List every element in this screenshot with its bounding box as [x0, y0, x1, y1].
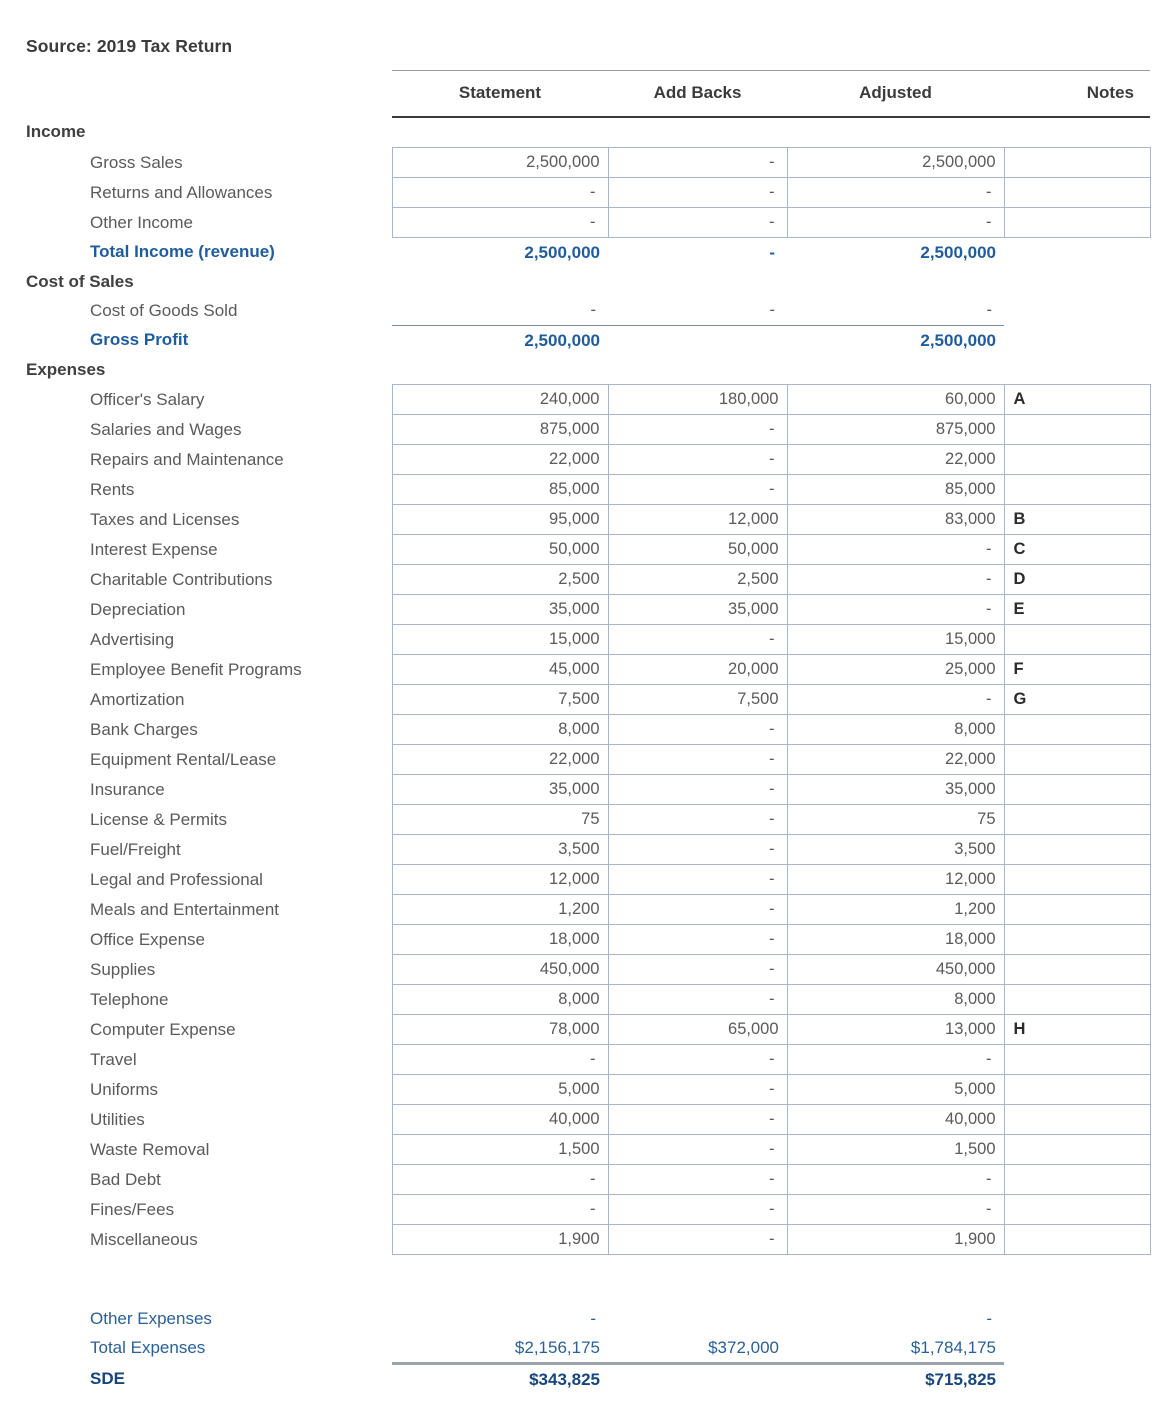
cell-statement: 75 [392, 805, 608, 835]
cell-statement: 8,000 [392, 715, 608, 745]
table-footer-body [0, 1255, 1150, 1395]
cell-add-backs: - [769, 242, 775, 262]
cell-adjusted: 13,000 [787, 1015, 1004, 1045]
table-row [0, 685, 1150, 715]
cell-notes [1004, 1075, 1150, 1105]
cell-adjusted: - [787, 178, 1004, 208]
cell-add-backs: 65,000 [608, 1015, 787, 1045]
cell-add-backs: 20,000 [608, 655, 787, 685]
cell-statement: 3,500 [392, 835, 608, 865]
cell-adjusted: 1,500 [787, 1135, 1004, 1165]
cell-statement: - [392, 1165, 608, 1195]
cell-notes: C [1004, 535, 1150, 565]
row-label: Interest Expense [90, 539, 218, 559]
cell-statement: 95,000 [392, 505, 608, 535]
row-label: Uniforms [90, 1079, 159, 1099]
row-label: Legal and Professional [90, 869, 263, 889]
section-label-expenses: Expenses [26, 359, 106, 379]
cell-add-backs: - [608, 865, 787, 895]
cell-notes: F [1004, 655, 1150, 685]
cell-add-backs: $372,000 [708, 1337, 779, 1357]
cell-notes [1004, 178, 1150, 208]
cell-statement: $343,825 [392, 1364, 608, 1395]
row-label: Other Income [90, 212, 193, 232]
row-label: Employee Benefit Programs [90, 659, 302, 679]
cell-notes [1004, 865, 1150, 895]
cost-of-goods-sold-row [0, 296, 1150, 326]
column-header-adjusted: Adjusted [787, 71, 1004, 118]
cell-add-backs: - [608, 1225, 787, 1255]
cell-adjusted: - [986, 1308, 992, 1328]
cell-statement: 2,500,000 [392, 148, 608, 178]
cell-adjusted: - [787, 595, 1004, 625]
cell-notes [1004, 148, 1150, 178]
cell-adjusted: $715,825 [787, 1364, 1004, 1395]
cell-add-backs: - [608, 925, 787, 955]
table-row [0, 178, 1150, 208]
row-label: Insurance [90, 779, 165, 799]
row-label: Total Income (revenue) [90, 242, 275, 262]
table-row [0, 715, 1150, 745]
row-label: Telephone [90, 989, 169, 1009]
table-row [0, 925, 1150, 955]
column-header-notes: Notes [1004, 71, 1150, 118]
cell-adjusted: 450,000 [787, 955, 1004, 985]
cell-adjusted: 83,000 [787, 505, 1004, 535]
cell-statement: 78,000 [392, 1015, 608, 1045]
cell-add-backs: 180,000 [608, 385, 787, 415]
column-header-label [0, 71, 392, 118]
row-label: Amortization [90, 689, 185, 709]
cell-adjusted: - [787, 1195, 1004, 1225]
table-row [0, 865, 1150, 895]
cell-adjusted: - [787, 535, 1004, 565]
cell-adjusted: - [787, 685, 1004, 715]
cell-add-backs: - [608, 985, 787, 1015]
cell-notes [1004, 985, 1150, 1015]
total-income-row [0, 238, 1150, 268]
table-row [0, 835, 1150, 865]
cell-add-backs: - [608, 1135, 787, 1165]
cell-adjusted: 2,500,000 [787, 326, 1004, 356]
row-label: Depreciation [90, 599, 186, 619]
row-label: SDE [90, 1368, 125, 1388]
table-row [0, 985, 1150, 1015]
row-label: Miscellaneous [90, 1229, 198, 1249]
cell-add-backs: - [608, 1195, 787, 1225]
table-row [0, 415, 1150, 445]
row-label: Total Expenses [90, 1338, 206, 1358]
cell-notes [1004, 208, 1150, 238]
row-label: Waste Removal [90, 1139, 210, 1159]
table-row [0, 505, 1150, 535]
cell-notes [1004, 625, 1150, 655]
cell-add-backs [608, 1304, 787, 1333]
cell-adjusted: 85,000 [787, 475, 1004, 505]
row-label: Returns and Allowances [90, 182, 273, 202]
cell-notes [1004, 805, 1150, 835]
cell-adjusted: 25,000 [787, 655, 1004, 685]
cell-add-backs: - [608, 955, 787, 985]
section-label-income: Income [26, 122, 86, 142]
row-label: Rents [90, 479, 135, 499]
cell-add-backs: - [608, 415, 787, 445]
row-label: Charitable Contributions [90, 569, 273, 589]
cell-notes [1004, 475, 1150, 505]
cell-add-backs: - [608, 625, 787, 655]
row-label: Supplies [90, 959, 156, 979]
cell-notes [1004, 1195, 1150, 1225]
cell-adjusted: 35,000 [787, 775, 1004, 805]
cell-add-backs: - [608, 835, 787, 865]
row-label: Bad Debt [90, 1169, 161, 1189]
cell-adjusted: - [787, 1165, 1004, 1195]
table-row [0, 625, 1150, 655]
cell-statement: 240,000 [392, 385, 608, 415]
cell-adjusted: $1,784,175 [910, 1337, 996, 1357]
cell-notes [1004, 1105, 1150, 1135]
cell-statement: 875,000 [392, 415, 608, 445]
cell-statement: - [392, 1195, 608, 1225]
table-row [0, 745, 1150, 775]
row-label: Travel [90, 1049, 137, 1069]
section-header-cost-of-sales [0, 267, 1150, 296]
cell-adjusted: 22,000 [787, 745, 1004, 775]
cell-adjusted: 2,500,000 [787, 148, 1004, 178]
cell-notes: G [1004, 685, 1150, 715]
cell-add-backs [608, 326, 787, 356]
cell-notes [1004, 835, 1150, 865]
cell-adjusted: 1,200 [787, 895, 1004, 925]
cell-statement: 35,000 [392, 775, 608, 805]
cell-adjusted: 8,000 [787, 715, 1004, 745]
cell-statement: - [392, 178, 608, 208]
cell-notes [1004, 925, 1150, 955]
row-label: Gross Profit [90, 330, 189, 350]
cell-statement: 15,000 [392, 625, 608, 655]
cell-notes [1004, 895, 1150, 925]
cell-add-backs: - [608, 475, 787, 505]
cell-statement: 40,000 [392, 1105, 608, 1135]
table-row [0, 1195, 1150, 1225]
gross-profit-row [0, 326, 1150, 356]
source-title: Source: 2019 Tax Return [26, 36, 233, 56]
table-row [0, 208, 1150, 238]
cell-notes [1004, 955, 1150, 985]
cell-notes [1004, 1045, 1150, 1075]
row-label: Meals and Entertainment [90, 899, 279, 919]
section-header-income [0, 117, 1150, 148]
table-row [0, 1135, 1150, 1165]
table-row [0, 1015, 1150, 1045]
table-row [0, 775, 1150, 805]
cell-adjusted: - [986, 301, 992, 319]
cell-statement: 8,000 [392, 985, 608, 1015]
cell-notes: B [1004, 505, 1150, 535]
cell-adjusted: - [787, 565, 1004, 595]
cell-statement: 18,000 [392, 925, 608, 955]
row-label: Officer's Salary [90, 389, 205, 409]
cell-notes [1004, 1165, 1150, 1195]
cell-statement: - [590, 301, 596, 319]
cell-add-backs: - [769, 301, 775, 319]
cell-adjusted: 875,000 [787, 415, 1004, 445]
table-header-row [0, 71, 1150, 118]
table-row [0, 895, 1150, 925]
other-expenses-row [0, 1304, 1150, 1333]
table-row [0, 148, 1150, 178]
cell-notes: E [1004, 595, 1150, 625]
cell-statement: 2,500,000 [392, 326, 608, 356]
cell-notes [1004, 1225, 1150, 1255]
table-row [0, 445, 1150, 475]
row-label: Other Expenses [90, 1308, 212, 1328]
row-label: Cost of Goods Sold [90, 300, 238, 320]
section-header-expenses [0, 355, 1150, 385]
table-row [0, 805, 1150, 835]
table-row [0, 1075, 1150, 1105]
cell-statement: 7,500 [392, 685, 608, 715]
cell-add-backs: - [608, 805, 787, 835]
cell-adjusted: 12,000 [787, 865, 1004, 895]
table-row [0, 655, 1150, 685]
cell-add-backs: - [608, 148, 787, 178]
cell-statement: 2,500,000 [524, 242, 600, 262]
sde-adjustment-table [0, 70, 1151, 1394]
total-expenses-row [0, 1333, 1150, 1364]
cell-statement: 50,000 [392, 535, 608, 565]
sde-row [0, 1364, 1150, 1395]
row-label: Taxes and Licenses [90, 509, 240, 529]
cell-adjusted: 60,000 [787, 385, 1004, 415]
cell-statement: 1,200 [392, 895, 608, 925]
cell-statement: 45,000 [392, 655, 608, 685]
row-label: Gross Sales [90, 152, 183, 172]
cell-adjusted: 8,000 [787, 985, 1004, 1015]
cell-add-backs: - [608, 895, 787, 925]
cell-add-backs: - [608, 178, 787, 208]
row-label: Utilities [90, 1109, 145, 1129]
table-body [0, 117, 1150, 385]
spacer-row [0, 1268, 1150, 1304]
row-label: Computer Expense [90, 1019, 236, 1039]
cell-add-backs: - [608, 1045, 787, 1075]
cell-statement: 1,500 [392, 1135, 608, 1165]
cell-adjusted: 40,000 [787, 1105, 1004, 1135]
cell-add-backs: - [608, 1075, 787, 1105]
column-header-statement: Statement [392, 71, 608, 118]
table-row [0, 535, 1150, 565]
cell-adjusted: 1,900 [787, 1225, 1004, 1255]
row-label: Office Expense [90, 929, 205, 949]
row-label: Salaries and Wages [90, 419, 242, 439]
cell-add-backs: - [608, 1165, 787, 1195]
cell-add-backs: - [608, 715, 787, 745]
table-row [0, 595, 1150, 625]
cell-adjusted: - [787, 1045, 1004, 1075]
cell-adjusted: 15,000 [787, 625, 1004, 655]
cell-notes [1004, 445, 1150, 475]
table-row [0, 475, 1150, 505]
cell-statement: $2,156,175 [514, 1337, 600, 1357]
row-label: Fuel/Freight [90, 839, 181, 859]
cell-adjusted: 22,000 [787, 445, 1004, 475]
table-row [0, 1165, 1150, 1195]
cell-statement: 22,000 [392, 445, 608, 475]
cell-add-backs: - [608, 208, 787, 238]
table-row [0, 1225, 1150, 1255]
cell-add-backs: 35,000 [608, 595, 787, 625]
cell-add-backs: 50,000 [608, 535, 787, 565]
cell-statement: 450,000 [392, 955, 608, 985]
cell-add-backs: - [608, 745, 787, 775]
cell-statement: 1,900 [392, 1225, 608, 1255]
cell-add-backs: - [608, 775, 787, 805]
cell-notes: A [1004, 385, 1150, 415]
section-label-cost-of-sales: Cost of Sales [26, 271, 134, 291]
cell-notes: D [1004, 565, 1150, 595]
cell-notes: H [1004, 1015, 1150, 1045]
row-label: Advertising [90, 629, 175, 649]
table-row [0, 1045, 1150, 1075]
cell-statement: - [392, 1045, 608, 1075]
column-header-add-backs: Add Backs [608, 71, 787, 118]
cell-statement: 22,000 [392, 745, 608, 775]
cell-adjusted: 75 [787, 805, 1004, 835]
cell-notes [1004, 715, 1150, 745]
cell-add-backs: 7,500 [608, 685, 787, 715]
cell-adjusted: 5,000 [787, 1075, 1004, 1105]
cell-add-backs: - [608, 445, 787, 475]
table-row [0, 565, 1150, 595]
row-label: Repairs and Maintenance [90, 449, 284, 469]
spacer-row [0, 1255, 1150, 1269]
row-label: License & Permits [90, 809, 227, 829]
cell-add-backs: 12,000 [608, 505, 787, 535]
cell-adjusted: - [787, 208, 1004, 238]
row-label: Equipment Rental/Lease [90, 749, 277, 769]
cell-adjusted: 2,500,000 [920, 242, 996, 262]
cell-notes [1004, 1135, 1150, 1165]
cell-add-backs: 2,500 [608, 565, 787, 595]
table-row [0, 955, 1150, 985]
cell-add-backs [608, 1364, 787, 1395]
table-row [0, 385, 1150, 415]
cell-notes [1004, 415, 1150, 445]
row-label: Bank Charges [90, 719, 198, 739]
cell-add-backs: - [608, 1105, 787, 1135]
cell-adjusted: 18,000 [787, 925, 1004, 955]
cell-adjusted: 3,500 [787, 835, 1004, 865]
cell-statement: 35,000 [392, 595, 608, 625]
row-label: Fines/Fees [90, 1199, 175, 1219]
cell-statement: - [392, 208, 608, 238]
cell-statement: - [590, 1308, 596, 1328]
cell-notes [1004, 775, 1150, 805]
cell-statement: 12,000 [392, 865, 608, 895]
cell-notes [1004, 745, 1150, 775]
cell-statement: 2,500 [392, 565, 608, 595]
cell-statement: 5,000 [392, 1075, 608, 1105]
table-row [0, 1105, 1150, 1135]
cell-statement: 85,000 [392, 475, 608, 505]
